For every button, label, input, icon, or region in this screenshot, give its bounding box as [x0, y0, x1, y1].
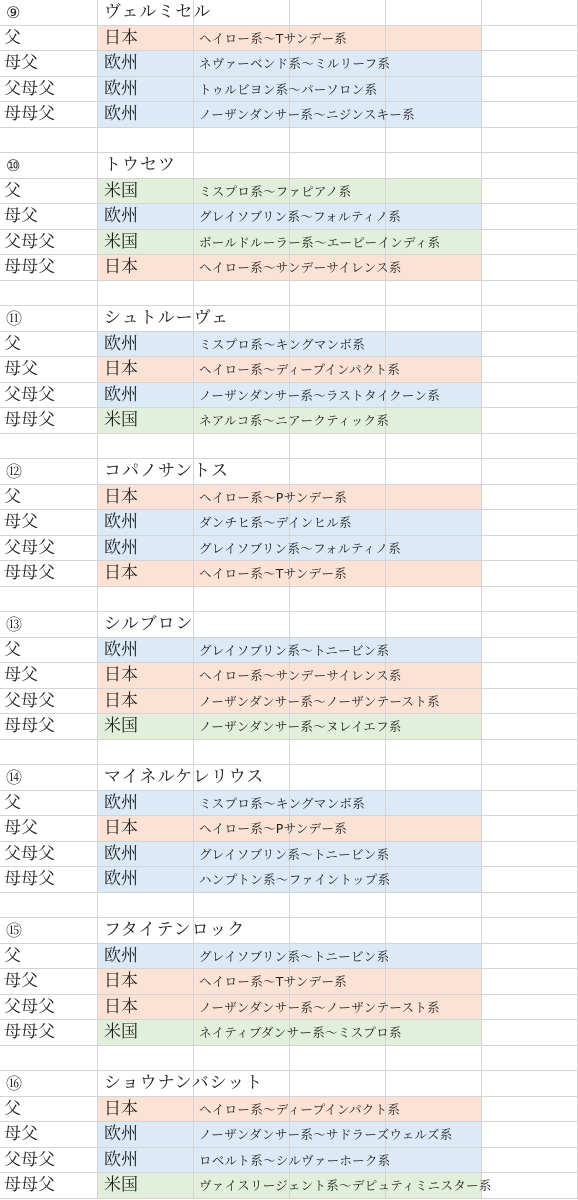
grid-cell[interactable] [482, 944, 578, 970]
horse-name: ヴェルミセル [104, 2, 212, 22]
grid-cell[interactable] [482, 612, 578, 638]
blank-row [0, 587, 578, 613]
grid-cell[interactable] [482, 485, 578, 511]
grid-cell[interactable] [386, 357, 482, 383]
relation-label: 父 [4, 945, 21, 966]
sire-line-text: ヘイロー系～ディープインパクト系 [199, 362, 401, 377]
grid-cell[interactable] [386, 26, 482, 52]
relation-label: 母母父 [4, 257, 55, 277]
grid-cell[interactable] [482, 587, 578, 613]
sire-line-text: ノーザンダンサー系～ラストタイクーン系 [199, 387, 441, 403]
horse-name: マイネルケレリウス [104, 767, 265, 787]
pedigree-row [0, 944, 578, 970]
pedigree-row [0, 255, 578, 281]
grid-cell[interactable] [482, 230, 578, 256]
grid-cell[interactable] [0, 281, 98, 307]
pedigree-row [0, 408, 578, 434]
relation-label: 母母父 [4, 1175, 55, 1195]
grid-cell[interactable] [290, 306, 386, 332]
relation-label: 父母父 [4, 78, 55, 99]
relation-label: 母父 [4, 818, 38, 838]
grid-cell[interactable] [386, 0, 482, 26]
grid-cell[interactable] [194, 587, 290, 613]
grid-cell[interactable] [482, 408, 578, 434]
pedigree-row [0, 1122, 578, 1148]
sire-line-text: グレイソブリン系～フォルティノ系 [199, 209, 402, 224]
sire-line-text: ノーザンダンサー系～サドラーズウェルズ系 [199, 1127, 453, 1142]
entry-number: ⑯ [6, 1074, 23, 1093]
region-label: 米国 [104, 1175, 138, 1195]
region-label: 日本 [104, 996, 138, 1017]
pedigree-row [0, 689, 578, 715]
blank-row [0, 893, 578, 919]
relation-label: 父母父 [4, 384, 55, 405]
grid-cell[interactable] [194, 740, 290, 766]
relation-label: 母父 [4, 665, 38, 685]
grid-cell[interactable] [386, 459, 482, 485]
relation-label: 父 [4, 639, 21, 660]
grid-cell[interactable] [386, 332, 482, 358]
sire-line-text: ヘイロー系～サンデーサイレンス系 [199, 260, 402, 275]
region-label: 欧州 [104, 206, 138, 226]
region-label: 米国 [104, 410, 138, 430]
grid-cell[interactable] [482, 179, 578, 205]
entry-number: ⑬ [6, 615, 23, 634]
pedigree-row [0, 561, 578, 587]
pedigree-row [0, 969, 578, 995]
region-label: 欧州 [104, 53, 138, 73]
grid-cell[interactable] [482, 969, 578, 995]
grid-cell[interactable] [482, 102, 578, 128]
grid-cell[interactable] [482, 459, 578, 485]
pedigree-row [0, 1148, 578, 1174]
entry-header-row [0, 0, 578, 26]
grid-cell[interactable] [194, 1046, 290, 1072]
grid-cell[interactable] [482, 995, 578, 1021]
grid-cell[interactable] [482, 434, 578, 460]
grid-cell[interactable] [386, 306, 482, 332]
pedigree-row [0, 867, 578, 893]
grid-cell[interactable] [386, 510, 482, 536]
grid-cell[interactable] [386, 969, 482, 995]
relation-label: 母父 [4, 1124, 38, 1144]
entry-header-row [0, 765, 578, 791]
pedigree-row [0, 383, 578, 409]
region-label: 欧州 [104, 384, 138, 405]
pedigree-row [0, 102, 578, 128]
grid-cell[interactable] [194, 893, 290, 919]
pedigree-row [0, 1173, 578, 1199]
grid-cell[interactable] [386, 561, 482, 587]
grid-cell[interactable] [482, 77, 578, 103]
grid-cell[interactable] [386, 77, 482, 103]
grid-cell[interactable] [386, 408, 482, 434]
grid-cell[interactable] [386, 51, 482, 77]
pedigree-row [0, 791, 578, 817]
relation-label: 母父 [4, 206, 38, 226]
grid-cell[interactable] [482, 842, 578, 868]
horse-name: フタイテンロック [104, 920, 246, 940]
entry-number: ⑩ [6, 156, 21, 175]
entry-header-row [0, 1071, 578, 1097]
entry-header-row [0, 153, 578, 179]
grid-cell[interactable] [482, 332, 578, 358]
region-label: 欧州 [104, 78, 138, 99]
grid-cell[interactable] [290, 765, 386, 791]
pedigree-row [0, 332, 578, 358]
grid-cell[interactable] [482, 1122, 578, 1148]
entry-number: ⑮ [6, 921, 23, 940]
grid-cell[interactable] [98, 740, 194, 766]
grid-cell[interactable] [290, 459, 386, 485]
relation-label: 父 [4, 1098, 21, 1119]
sire-line-text: ヘイロー系～Tサンデー系 [199, 566, 348, 581]
pedigree-row [0, 77, 578, 103]
grid-cell[interactable] [482, 204, 578, 230]
grid-cell[interactable] [386, 128, 482, 154]
grid-cell[interactable] [0, 893, 98, 919]
relation-label: 父母父 [4, 231, 55, 252]
grid-cell[interactable] [482, 689, 578, 715]
region-label: 日本 [104, 971, 138, 991]
grid-cell[interactable] [482, 867, 578, 893]
pedigree-row [0, 663, 578, 689]
grid-cell[interactable] [386, 944, 482, 970]
relation-label: 父母父 [4, 690, 55, 711]
sire-line-text: ボールドルーラー系～エーピーインディ系 [199, 234, 441, 250]
sire-line-text: ダンチヒ系～デインヒル系 [199, 515, 352, 530]
grid-cell[interactable] [98, 893, 194, 919]
grid-cell[interactable] [386, 842, 482, 868]
relation-label: 父母父 [4, 537, 55, 558]
grid-cell[interactable] [482, 816, 578, 842]
pedigree-row [0, 230, 578, 256]
region-label: 欧州 [104, 945, 138, 966]
grid-cell[interactable] [482, 383, 578, 409]
sire-line-text: ミスプロ系～キングマンボ系 [199, 336, 366, 352]
grid-cell[interactable] [98, 1046, 194, 1072]
relation-label: 母母父 [4, 1022, 55, 1042]
grid-cell[interactable] [482, 281, 578, 307]
sire-line-text: グレイソブリン系～トニービン系 [199, 846, 390, 862]
grid-cell[interactable] [386, 485, 482, 511]
pedigree-row [0, 51, 578, 77]
grid-cell[interactable] [386, 816, 482, 842]
grid-cell[interactable] [482, 357, 578, 383]
sire-line-text: ノーザンダンサー系～ノーザンテースト系 [199, 693, 440, 709]
grid-cell[interactable] [386, 1097, 482, 1123]
grid-cell[interactable] [482, 918, 578, 944]
grid-cell[interactable] [386, 153, 482, 179]
grid-cell[interactable] [386, 638, 482, 664]
grid-cell[interactable] [290, 918, 386, 944]
grid-cell[interactable] [482, 1046, 578, 1072]
grid-cell[interactable] [386, 1148, 482, 1174]
grid-cell[interactable] [482, 638, 578, 664]
grid-cell[interactable] [482, 765, 578, 791]
grid-cell[interactable] [194, 434, 290, 460]
relation-label: 父母父 [4, 1149, 55, 1170]
grid-cell[interactable] [290, 740, 386, 766]
relation-label: 母父 [4, 512, 38, 532]
sire-line-text: ネイティブダンサー系～ミスプロ系 [199, 1025, 402, 1040]
grid-cell[interactable] [482, 1071, 578, 1097]
sire-line-text: ミスプロ系～ファピアノ系 [199, 183, 352, 199]
pedigree-row [0, 1020, 578, 1046]
grid-cell[interactable] [290, 1071, 386, 1097]
grid-cell[interactable] [482, 791, 578, 817]
grid-cell[interactable] [482, 0, 578, 26]
grid-cell[interactable] [482, 26, 578, 52]
horse-name: コパノサントス [104, 461, 229, 481]
pedigree-row [0, 638, 578, 664]
region-label: 欧州 [104, 843, 138, 864]
blank-row [0, 740, 578, 766]
relation-label: 母母父 [4, 104, 55, 124]
grid-cell[interactable] [482, 306, 578, 332]
horse-name: ショウナンバシット [104, 1073, 264, 1093]
grid-cell[interactable] [290, 893, 386, 919]
region-label: 日本 [104, 665, 138, 685]
sire-line-text: ノーザンダンサー系～ニジンスキー系 [199, 107, 415, 122]
grid-cell[interactable] [98, 587, 194, 613]
sire-line-text: ハンプトン系～ファイントップ系 [199, 872, 391, 887]
pedigree-row [0, 204, 578, 230]
pedigree-row [0, 1097, 578, 1123]
entry-header-row [0, 918, 578, 944]
sire-line-text: トゥルビヨン系～パーソロン系 [199, 81, 378, 97]
region-label: 日本 [104, 1098, 138, 1119]
grid-cell[interactable] [482, 1020, 578, 1046]
sire-line-text: ノーザンダンサー系～ノーザンテースト系 [199, 999, 440, 1015]
entry-number: ⑪ [6, 309, 23, 328]
pedigree-row [0, 536, 578, 562]
grid-cell[interactable] [290, 1046, 386, 1072]
grid-cell[interactable] [386, 434, 482, 460]
grid-cell[interactable] [386, 893, 482, 919]
relation-label: 母父 [4, 971, 38, 991]
region-label: 日本 [104, 486, 138, 507]
grid-cell[interactable] [482, 153, 578, 179]
grid-cell[interactable] [386, 765, 482, 791]
entry-number: ⑫ [6, 462, 23, 481]
relation-label: 母母父 [4, 716, 55, 736]
grid-cell[interactable] [290, 128, 386, 154]
region-label: 日本 [104, 563, 138, 583]
grid-cell[interactable] [482, 740, 578, 766]
region-label: 欧州 [104, 104, 138, 124]
sire-line-text: ヘイロー系～Tサンデー系 [199, 30, 348, 46]
relation-label: 母母父 [4, 869, 55, 889]
region-label: 日本 [104, 818, 138, 838]
sire-line-text: グレイソブリン系～フォルティノ系 [199, 540, 402, 556]
sire-line-text: ミスプロ系～キングマンボ系 [199, 795, 366, 811]
grid-cell[interactable] [386, 791, 482, 817]
grid-cell[interactable] [386, 867, 482, 893]
blank-row [0, 1046, 578, 1072]
horse-name: シルブロン [104, 614, 194, 634]
entry-header-row [0, 459, 578, 485]
grid-cell[interactable] [386, 179, 482, 205]
region-label: 欧州 [104, 869, 138, 889]
region-label: 米国 [104, 716, 138, 736]
relation-label: 父 [4, 27, 21, 48]
sire-line-text: グレイソブリン系～トニービン系 [199, 642, 390, 658]
relation-label: 母母父 [4, 563, 55, 583]
region-label: 米国 [104, 231, 138, 252]
entry-header-row [0, 306, 578, 332]
grid-cell[interactable] [290, 434, 386, 460]
region-label: 欧州 [104, 537, 138, 558]
grid-cell[interactable] [386, 587, 482, 613]
region-label: 欧州 [104, 639, 138, 660]
grid-cell[interactable] [482, 1173, 578, 1199]
sire-line-text: ロベルト系～シルヴァーホーク系 [199, 1152, 391, 1168]
grid-cell[interactable] [386, 612, 482, 638]
grid-cell[interactable] [386, 740, 482, 766]
grid-cell[interactable] [98, 281, 194, 307]
relation-label: 母母父 [4, 410, 55, 430]
blank-row [0, 434, 578, 460]
grid-cell[interactable] [194, 153, 290, 179]
sire-line-text: ヘイロー系～サンデーサイレンス系 [199, 668, 402, 683]
pedigree-row [0, 714, 578, 740]
grid-cell[interactable] [482, 561, 578, 587]
sire-line-text: ノーザンダンサー系～ヌレイエフ系 [199, 719, 402, 734]
blank-row [0, 281, 578, 307]
region-label: 欧州 [104, 512, 138, 532]
entry-number: ⑨ [6, 3, 21, 22]
pedigree-row [0, 26, 578, 52]
grid-cell[interactable] [290, 153, 386, 179]
sire-line-text: ヴァイスリージェント系～デピュティミニスター系 [199, 1178, 492, 1193]
region-label: 欧州 [104, 1124, 138, 1144]
grid-cell[interactable] [386, 1046, 482, 1072]
relation-label: 父母父 [4, 996, 55, 1017]
sire-line-text: ネヴァーベンド系～ミルリーフ系 [199, 56, 391, 71]
grid-cell[interactable] [482, 1148, 578, 1174]
pedigree-row [0, 357, 578, 383]
grid-cell[interactable] [482, 893, 578, 919]
region-label: 日本 [104, 359, 138, 379]
relation-label: 母父 [4, 53, 38, 73]
grid-cell[interactable] [482, 536, 578, 562]
region-label: 欧州 [104, 1149, 138, 1170]
region-label: 日本 [104, 690, 138, 711]
sire-line-text: ヘイロー系～Pサンデー系 [199, 489, 348, 505]
sire-line-text: グレイソブリン系～トニービン系 [199, 948, 390, 964]
grid-cell[interactable] [290, 0, 386, 26]
entry-header-row [0, 612, 578, 638]
grid-cell[interactable] [482, 663, 578, 689]
relation-label: 父 [4, 486, 21, 507]
grid-cell[interactable] [0, 128, 98, 154]
grid-cell[interactable] [0, 1046, 98, 1072]
region-label: 欧州 [104, 792, 138, 813]
relation-label: 父母父 [4, 843, 55, 864]
grid-cell[interactable] [386, 918, 482, 944]
grid-cell[interactable] [0, 587, 98, 613]
grid-cell[interactable] [482, 714, 578, 740]
blank-row [0, 128, 578, 154]
region-label: 米国 [104, 180, 138, 201]
grid-cell[interactable] [0, 434, 98, 460]
grid-cell[interactable] [482, 255, 578, 281]
grid-cell[interactable] [290, 587, 386, 613]
sire-line-text: ネアルコ系～ニアークティック系 [199, 413, 390, 428]
grid-cell[interactable] [386, 281, 482, 307]
grid-cell[interactable] [386, 1071, 482, 1097]
grid-cell[interactable] [482, 128, 578, 154]
relation-label: 父 [4, 180, 21, 201]
grid-cell[interactable] [482, 510, 578, 536]
region-label: 日本 [104, 27, 138, 48]
grid-cell[interactable] [290, 281, 386, 307]
region-label: 米国 [104, 1022, 138, 1042]
relation-label: 父 [4, 792, 21, 813]
horse-name: シュトルーヴェ [104, 308, 229, 328]
pedigree-row [0, 485, 578, 511]
entry-number: ⑭ [6, 768, 23, 787]
grid-cell[interactable] [194, 612, 290, 638]
grid-cell[interactable] [290, 612, 386, 638]
grid-cell[interactable] [194, 281, 290, 307]
sire-line-text: ヘイロー系～ディープインパクト系 [199, 1101, 401, 1117]
pedigree-row [0, 179, 578, 205]
relation-label: 母父 [4, 359, 38, 379]
grid-cell[interactable] [482, 1097, 578, 1123]
grid-cell[interactable] [98, 434, 194, 460]
sire-line-text: ヘイロー系～Tサンデー系 [199, 974, 348, 989]
horse-name: トウセツ [104, 155, 176, 175]
pedigree-row [0, 995, 578, 1021]
grid-cell[interactable] [482, 51, 578, 77]
region-label: 欧州 [104, 333, 138, 354]
sire-line-text: ヘイロー系～Pサンデー系 [199, 821, 348, 836]
grid-cell[interactable] [98, 128, 194, 154]
pedigree-row [0, 510, 578, 536]
region-label: 日本 [104, 257, 138, 277]
pedigree-row [0, 816, 578, 842]
grid-cell[interactable] [194, 128, 290, 154]
relation-label: 父 [4, 333, 21, 354]
grid-cell[interactable] [0, 740, 98, 766]
pedigree-row [0, 842, 578, 868]
